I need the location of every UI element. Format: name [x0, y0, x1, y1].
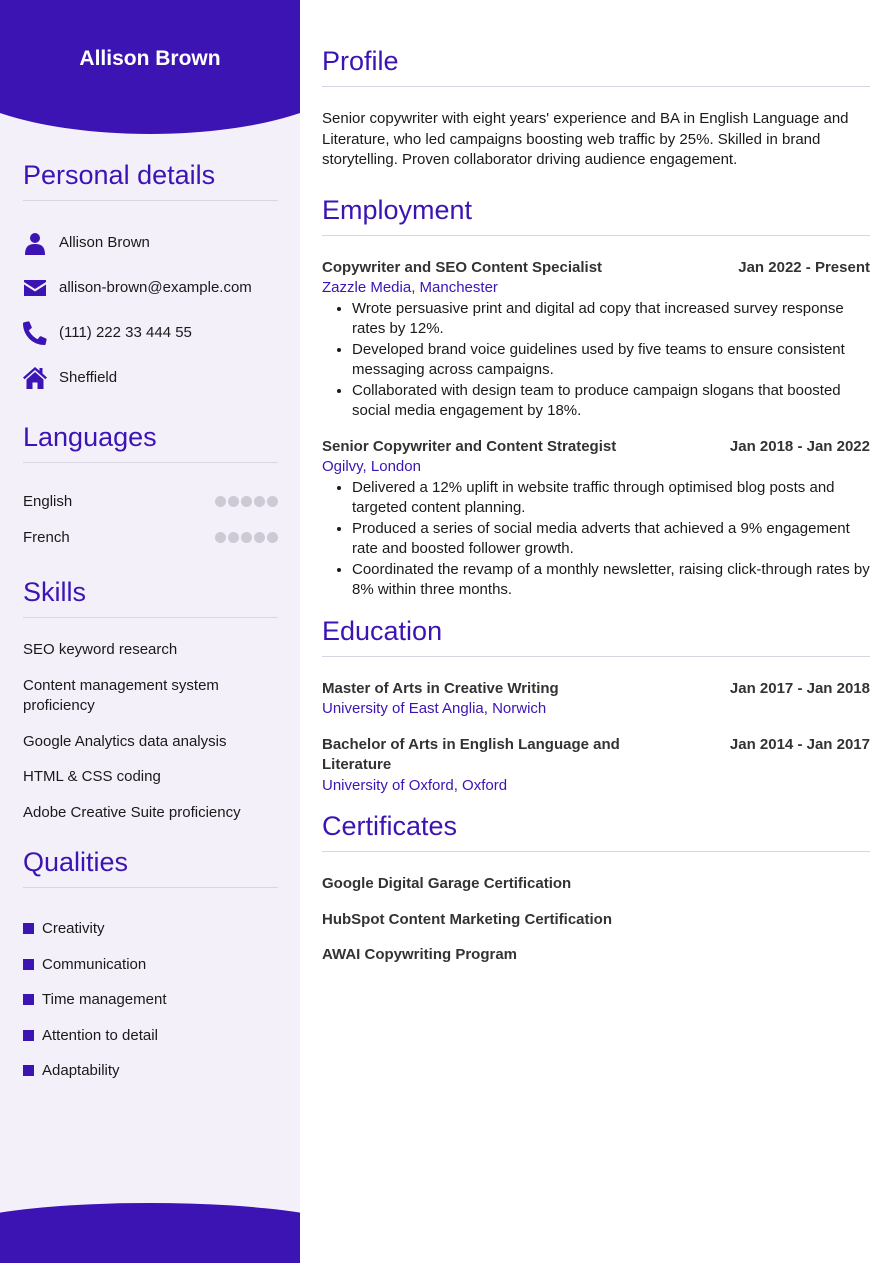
level-dot: [241, 496, 252, 507]
profile-heading: Profile: [322, 46, 870, 87]
detail-text: Allison Brown: [59, 234, 150, 251]
square-bullet-icon: [23, 994, 34, 1005]
language-level-dots: [215, 532, 278, 543]
education-list: [322, 679, 870, 797]
job-bullet: • Wrote persuasive print and digital ad copy that increased survey response rates by 12%.: [352, 299, 870, 340]
job-date: Jan 2018 - Jan 2022: [729, 437, 870, 455]
language-name: English: [23, 492, 73, 510]
degree-institution: University of Oxford, Oxford: [322, 776, 508, 794]
home-icon: [23, 366, 47, 390]
employment-entry: [322, 437, 870, 601]
quality-item: [23, 911, 278, 947]
level-dot: [215, 496, 226, 507]
detail-text: (111) 222 33 444 55: [59, 324, 192, 341]
level-dot: [254, 532, 265, 543]
quality-text: Creativity: [42, 920, 105, 938]
square-bullet-icon: [23, 959, 34, 970]
level-dot: [228, 532, 239, 543]
employment-heading: Employment: [322, 195, 870, 236]
detail-text: Sheffield: [59, 369, 118, 386]
language-item: [23, 519, 278, 555]
main-content: [322, 46, 870, 981]
phone-icon: [23, 321, 47, 345]
certificate-item: HubSpot Content Marketing Certification: [322, 910, 612, 928]
certificate-item: Google Digital Garage Certification: [322, 875, 572, 892]
detail-phone: [23, 310, 278, 355]
qualities-heading: Qualities: [23, 847, 278, 888]
job-bullets: [352, 478, 870, 601]
certificates-heading: Certificates: [322, 811, 870, 852]
job-bullet: • Collaborated with design team to produce campaign slogans that boosted social media engagement by 18%.: [352, 381, 870, 422]
job-bullet: • Developed brand voice guidelines used by five teams to ensure consistent messaging across campaigns.: [352, 340, 870, 381]
language-item: [23, 483, 278, 519]
job-bullet: • Delivered a 12% uplift in website traffic through optimised blog posts and targeted content planning.: [352, 478, 870, 519]
level-dot: [267, 496, 278, 507]
qualities-list: [23, 911, 278, 1089]
job-bullet: • Coordinated the revamp of a monthly newsletter, raising click-through rates by 8% within three months.: [352, 560, 870, 601]
level-dot: [241, 532, 252, 543]
education-entry: [322, 735, 870, 797]
personal-details-heading: Personal details: [23, 160, 278, 201]
level-dot: [267, 532, 278, 543]
square-bullet-icon: [23, 1065, 34, 1076]
candidate-name: Allison Brown: [79, 47, 221, 70]
personal-details-list: [23, 220, 278, 400]
employment-entry: [322, 258, 870, 422]
degree-title: Bachelor of Arts in English Language and Literature: [322, 735, 620, 773]
skill-item: Google Analytics data analysis: [23, 732, 227, 750]
quality-text: Adaptability: [42, 1062, 120, 1080]
degree-date: Jan 2014 - Jan 2017: [729, 735, 870, 753]
education-entry: [322, 679, 870, 720]
quality-text: Communication: [42, 955, 147, 973]
envelope-icon: [23, 276, 47, 300]
job-title: Copywriter and SEO Content Specialist: [322, 258, 603, 276]
level-dot: [254, 496, 265, 507]
quality-text: Time management: [42, 991, 167, 1009]
detail-name: [23, 220, 278, 265]
level-dot: [215, 532, 226, 543]
level-dot: [228, 496, 239, 507]
quality-item: [23, 1053, 278, 1089]
job-bullets: [352, 299, 870, 422]
job-date: Jan 2022 - Present: [738, 258, 870, 276]
quality-item: [23, 982, 278, 1018]
degree-date: Jan 2017 - Jan 2018: [729, 679, 870, 697]
skills-list: [23, 640, 278, 823]
employment-list: [322, 258, 870, 601]
user-icon: [23, 231, 47, 255]
languages-heading: Languages: [23, 422, 278, 463]
footer-arc: [0, 1203, 300, 1263]
language-level-dots: [215, 496, 278, 507]
quality-item: [23, 947, 278, 983]
job-title: Senior Copywriter and Content Strategist: [322, 437, 617, 455]
skill-item: Content management system proficiency: [23, 676, 219, 714]
job-employer: Ogilvy, London: [322, 458, 421, 475]
education-heading: Education: [322, 616, 870, 657]
square-bullet-icon: [23, 1030, 34, 1041]
language-name: French: [23, 528, 70, 546]
profile-text: Senior copywriter with eight years' experience and BA in English Language and Literature, who led campaigns boosting web traffic by 25%. Skilled in brand storytelling. Proven collaborator driving audience engagement.: [322, 110, 849, 168]
certificate-item: AWAI Copywriting Program: [322, 946, 518, 963]
certificates-list: [322, 874, 870, 981]
skill-item: Adobe Creative Suite proficiency: [23, 803, 241, 821]
languages-list: [23, 483, 278, 555]
degree-institution: University of East Anglia, Norwich: [322, 700, 547, 717]
detail-location: [23, 355, 278, 400]
sidebar: [0, 0, 300, 1263]
skill-item: HTML & CSS coding: [23, 768, 161, 785]
square-bullet-icon: [23, 923, 34, 934]
quality-text: Attention to detail: [42, 1026, 158, 1044]
degree-title: Master of Arts in Creative Writing: [322, 679, 559, 697]
detail-email: [23, 265, 278, 310]
detail-text: allison-brown@example.com: [59, 279, 252, 296]
skills-heading: Skills: [23, 577, 278, 618]
job-bullet: • Produced a series of social media adverts that achieved a 9% engagement rate and boosted follower growth.: [352, 519, 870, 560]
skill-item: SEO keyword research: [23, 641, 178, 658]
quality-item: [23, 1018, 278, 1054]
job-employer: Zazzle Media, Manchester: [322, 279, 498, 296]
